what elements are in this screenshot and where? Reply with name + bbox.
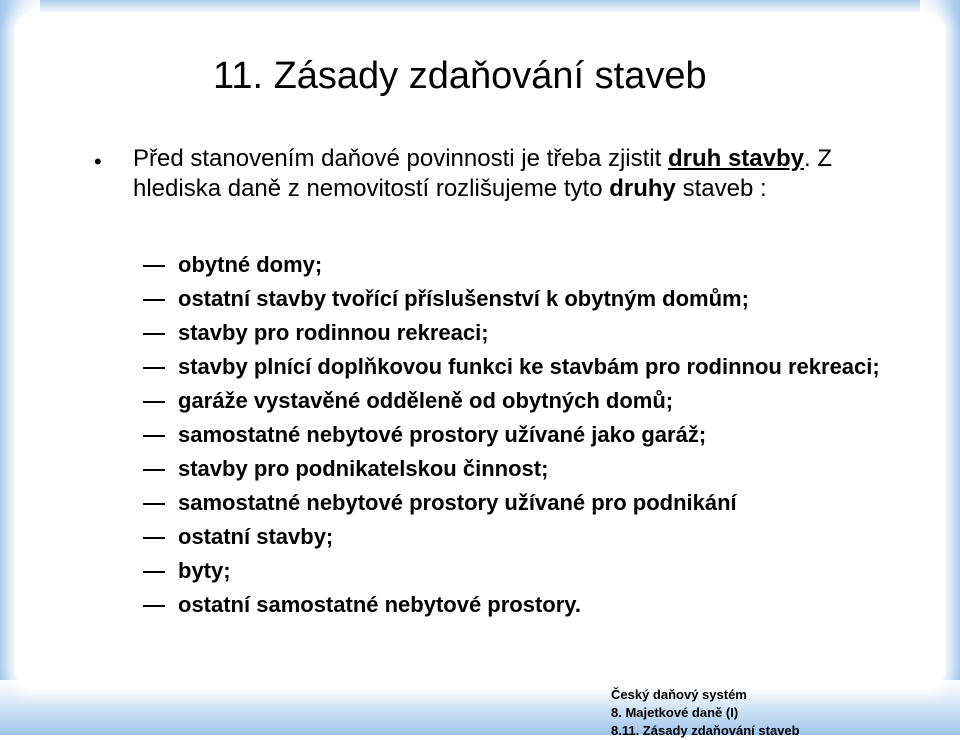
list-item-text: ostatní samostatné nebytové prostory. [178,592,582,617]
intro-term-druh-stavby: druh stavby [667,145,804,172]
list-item [143,486,903,520]
list-item [143,418,903,452]
list-item-text: garáže vystavěné odděleně od obytných domů; [178,388,674,413]
dash-icon [143,367,165,369]
list-item [143,520,903,554]
list-item-text: byty; [178,558,231,583]
building-types-list [143,248,903,622]
frame-bottom [0,680,960,735]
dash-icon [143,571,165,573]
dash-icon [143,265,165,267]
intro-paragraph [133,144,903,204]
intro-text-1: Před stanovením daňové povinnosti je třeba zjistit [133,145,668,172]
dash-icon [143,401,165,403]
list-item [143,554,903,588]
list-item [143,588,903,622]
slide-footer [611,686,800,740]
list-item-text: stavby pro rodinnou rekreaci; [178,320,489,345]
dash-icon [143,503,165,505]
dash-icon [143,435,165,437]
bullet-dot-icon: • [94,149,102,174]
dash-icon [143,605,165,607]
list-item-text: obytné domy; [178,252,323,277]
footer-course: Český daňový systém [611,687,747,702]
intro-text-2: . Z hlediska daně z nemovitostí rozlišujeme tyto [133,145,832,202]
list-item [143,452,903,486]
list-item-text: samostatné nebytové prostory užívané pro podnikání [178,490,737,515]
list-item [143,384,903,418]
list-item-text: stavby plnící doplňkovou funkci ke stavbám pro rodinnou rekreaci; [178,354,880,379]
list-item [143,282,903,316]
list-item [143,316,903,350]
intro-term-druhy: druhy [609,175,676,202]
list-item-text: samostatné nebytové prostory užívané jako garáž; [178,422,707,447]
list-item-text: ostatní stavby; [178,524,334,549]
list-item [143,350,903,384]
footer-section: 8.11. Zásady zdaňování staveb [611,723,800,738]
list-item [143,248,903,282]
intro-text-3: staveb : [675,175,767,202]
dash-icon [143,299,165,301]
slide-title: 11. Zásady zdaňování staveb [213,55,707,97]
dash-icon [143,469,165,471]
dash-icon [143,537,165,539]
footer-chapter: 8. Majetkové daně (I) [611,705,739,720]
list-item-text: stavby pro podnikatelskou činnost; [178,456,549,481]
list-item-text: ostatní stavby tvořící příslušenství k obytným domům; [178,286,749,311]
dash-icon [143,333,165,335]
